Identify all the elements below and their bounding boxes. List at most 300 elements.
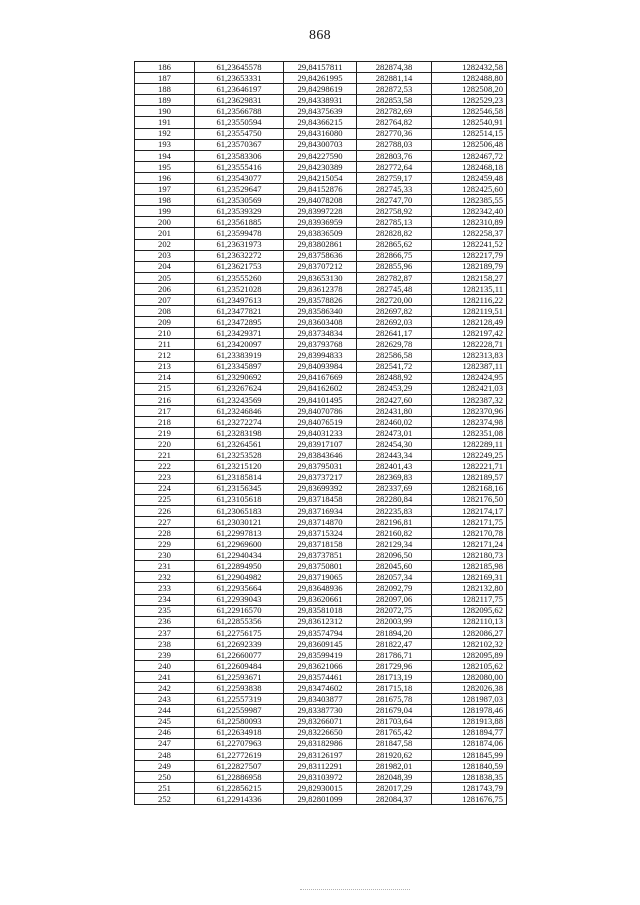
y-coordinate-cell: 1282185,98 xyxy=(432,561,507,572)
table-row xyxy=(135,394,507,405)
table-row xyxy=(135,772,507,783)
longitude-cell: 29,83917107 xyxy=(284,439,357,450)
y-coordinate-cell: 1282189,57 xyxy=(432,472,507,483)
x-coordinate-cell: 281715,18 xyxy=(357,683,432,694)
latitude-cell: 61,22894950 xyxy=(195,561,284,572)
point-number-cell: 211 xyxy=(135,339,195,350)
x-coordinate-cell: 282855,96 xyxy=(357,261,432,272)
y-coordinate-cell: 1282370,96 xyxy=(432,405,507,416)
point-number-cell: 235 xyxy=(135,605,195,616)
point-number-cell: 214 xyxy=(135,372,195,383)
coordinates-table xyxy=(134,61,507,805)
point-number-cell: 202 xyxy=(135,239,195,250)
longitude-cell: 29,83603408 xyxy=(284,317,357,328)
y-coordinate-cell: 1281978,46 xyxy=(432,705,507,716)
point-number-cell: 194 xyxy=(135,150,195,161)
latitude-cell: 61,23529647 xyxy=(195,184,284,195)
table-row xyxy=(135,261,507,272)
x-coordinate-cell: 281982,01 xyxy=(357,760,432,771)
point-number-cell: 188 xyxy=(135,84,195,95)
point-number-cell: 216 xyxy=(135,394,195,405)
table-row xyxy=(135,638,507,649)
y-coordinate-cell: 1282117,75 xyxy=(432,594,507,605)
longitude-cell: 29,83226650 xyxy=(284,727,357,738)
y-coordinate-cell: 1282289,11 xyxy=(432,439,507,450)
y-coordinate-cell: 1282102,32 xyxy=(432,638,507,649)
y-coordinate-cell: 1282506,48 xyxy=(432,139,507,150)
table-row xyxy=(135,494,507,505)
latitude-cell: 61,23629831 xyxy=(195,95,284,106)
x-coordinate-cell: 282097,06 xyxy=(357,594,432,605)
x-coordinate-cell: 281822,47 xyxy=(357,638,432,649)
x-coordinate-cell: 282369,83 xyxy=(357,472,432,483)
latitude-cell: 61,23290692 xyxy=(195,372,284,383)
latitude-cell: 61,23583306 xyxy=(195,150,284,161)
y-coordinate-cell: 1282529,23 xyxy=(432,95,507,106)
x-coordinate-cell: 282782,87 xyxy=(357,272,432,283)
longitude-cell: 29,84157811 xyxy=(284,62,357,73)
longitude-cell: 29,84298619 xyxy=(284,84,357,95)
longitude-cell: 29,84215054 xyxy=(284,172,357,183)
table-row xyxy=(135,161,507,172)
y-coordinate-cell: 1282425,60 xyxy=(432,184,507,195)
x-coordinate-cell: 282697,82 xyxy=(357,306,432,317)
latitude-cell: 61,22660077 xyxy=(195,649,284,660)
latitude-cell: 61,23561885 xyxy=(195,217,284,228)
y-coordinate-cell: 1282086,27 xyxy=(432,627,507,638)
latitude-cell: 61,23253528 xyxy=(195,450,284,461)
longitude-cell: 29,83182986 xyxy=(284,738,357,749)
point-number-cell: 238 xyxy=(135,638,195,649)
longitude-cell: 29,83718158 xyxy=(284,539,357,550)
y-coordinate-cell: 1282169,31 xyxy=(432,572,507,583)
y-coordinate-cell: 1282241,52 xyxy=(432,239,507,250)
point-number-cell: 246 xyxy=(135,727,195,738)
table-row xyxy=(135,228,507,239)
latitude-cell: 61,22593671 xyxy=(195,672,284,683)
table-row xyxy=(135,760,507,771)
point-number-cell: 249 xyxy=(135,760,195,771)
x-coordinate-cell: 281920,62 xyxy=(357,749,432,760)
latitude-cell: 61,23185814 xyxy=(195,472,284,483)
latitude-cell: 61,22935664 xyxy=(195,583,284,594)
y-coordinate-cell: 1282135,11 xyxy=(432,283,507,294)
point-number-cell: 251 xyxy=(135,783,195,794)
x-coordinate-cell: 282096,50 xyxy=(357,550,432,561)
y-coordinate-cell: 1282421,03 xyxy=(432,383,507,394)
y-coordinate-cell: 1282387,32 xyxy=(432,394,507,405)
longitude-cell: 29,84101495 xyxy=(284,394,357,405)
longitude-cell: 29,83719065 xyxy=(284,572,357,583)
y-coordinate-cell: 1282374,98 xyxy=(432,417,507,428)
point-number-cell: 207 xyxy=(135,294,195,305)
latitude-cell: 61,22827507 xyxy=(195,760,284,771)
table-row xyxy=(135,539,507,550)
y-coordinate-cell: 1282351,08 xyxy=(432,428,507,439)
y-coordinate-cell: 1282385,55 xyxy=(432,195,507,206)
table-row xyxy=(135,694,507,705)
table-row xyxy=(135,62,507,73)
latitude-cell: 61,23030121 xyxy=(195,516,284,527)
point-number-cell: 215 xyxy=(135,383,195,394)
x-coordinate-cell: 282782,69 xyxy=(357,106,432,117)
table-row xyxy=(135,339,507,350)
point-number-cell: 195 xyxy=(135,161,195,172)
y-coordinate-cell: 1281913,88 xyxy=(432,716,507,727)
point-number-cell: 227 xyxy=(135,516,195,527)
table-row xyxy=(135,150,507,161)
x-coordinate-cell: 282772,64 xyxy=(357,161,432,172)
y-coordinate-cell: 1282387,11 xyxy=(432,361,507,372)
y-coordinate-cell: 1282459,48 xyxy=(432,172,507,183)
table-row xyxy=(135,383,507,394)
y-coordinate-cell: 1282171,24 xyxy=(432,539,507,550)
latitude-cell: 61,23472895 xyxy=(195,317,284,328)
point-number-cell: 241 xyxy=(135,672,195,683)
latitude-cell: 61,23631973 xyxy=(195,239,284,250)
longitude-cell: 29,83715324 xyxy=(284,527,357,538)
latitude-cell: 61,22692339 xyxy=(195,638,284,649)
y-coordinate-cell: 1282540,91 xyxy=(432,117,507,128)
point-number-cell: 250 xyxy=(135,772,195,783)
point-number-cell: 199 xyxy=(135,206,195,217)
longitude-cell: 29,83574794 xyxy=(284,627,357,638)
x-coordinate-cell: 282129,34 xyxy=(357,539,432,550)
x-coordinate-cell: 282401,43 xyxy=(357,461,432,472)
table-row xyxy=(135,594,507,605)
latitude-cell: 61,23267624 xyxy=(195,383,284,394)
x-coordinate-cell: 282770,36 xyxy=(357,128,432,139)
page-number: 868 xyxy=(309,28,331,43)
longitude-cell: 29,82801099 xyxy=(284,794,357,805)
y-coordinate-cell: 1282128,49 xyxy=(432,317,507,328)
longitude-cell: 29,82930015 xyxy=(284,783,357,794)
latitude-cell: 61,22634918 xyxy=(195,727,284,738)
y-coordinate-cell: 1282258,37 xyxy=(432,228,507,239)
table-row xyxy=(135,294,507,305)
table-row xyxy=(135,672,507,683)
point-number-cell: 186 xyxy=(135,62,195,73)
y-coordinate-cell: 1282217,79 xyxy=(432,250,507,261)
latitude-cell: 61,23570367 xyxy=(195,139,284,150)
table-row xyxy=(135,572,507,583)
point-number-cell: 192 xyxy=(135,128,195,139)
x-coordinate-cell: 281894,20 xyxy=(357,627,432,638)
point-number-cell: 236 xyxy=(135,616,195,627)
latitude-cell: 61,22609484 xyxy=(195,661,284,672)
x-coordinate-cell: 282745,33 xyxy=(357,184,432,195)
x-coordinate-cell: 282280,84 xyxy=(357,494,432,505)
y-coordinate-cell: 1281840,59 xyxy=(432,760,507,771)
point-number-cell: 196 xyxy=(135,172,195,183)
y-coordinate-cell: 1282468,18 xyxy=(432,161,507,172)
point-number-cell: 191 xyxy=(135,117,195,128)
x-coordinate-cell: 282084,37 xyxy=(357,794,432,805)
table-row xyxy=(135,317,507,328)
x-coordinate-cell: 282337,69 xyxy=(357,483,432,494)
longitude-cell: 29,84338931 xyxy=(284,95,357,106)
latitude-cell: 61,23521028 xyxy=(195,283,284,294)
longitude-cell: 29,83997228 xyxy=(284,206,357,217)
y-coordinate-cell: 1282132,80 xyxy=(432,583,507,594)
table-row xyxy=(135,128,507,139)
point-number-cell: 208 xyxy=(135,306,195,317)
x-coordinate-cell: 281786,71 xyxy=(357,649,432,660)
x-coordinate-cell: 282473,01 xyxy=(357,428,432,439)
point-number-cell: 224 xyxy=(135,483,195,494)
table-row xyxy=(135,483,507,494)
table-row xyxy=(135,516,507,527)
longitude-cell: 29,84300703 xyxy=(284,139,357,150)
y-coordinate-cell: 1282174,17 xyxy=(432,505,507,516)
point-number-cell: 226 xyxy=(135,505,195,516)
latitude-cell: 61,23632272 xyxy=(195,250,284,261)
x-coordinate-cell: 282745,48 xyxy=(357,283,432,294)
x-coordinate-cell: 282874,38 xyxy=(357,62,432,73)
table-row xyxy=(135,649,507,660)
table-row xyxy=(135,306,507,317)
y-coordinate-cell: 1282171,75 xyxy=(432,516,507,527)
point-number-cell: 189 xyxy=(135,95,195,106)
y-coordinate-cell: 1282310,89 xyxy=(432,217,507,228)
x-coordinate-cell: 282453,29 xyxy=(357,383,432,394)
x-coordinate-cell: 282641,17 xyxy=(357,328,432,339)
longitude-cell: 29,84167669 xyxy=(284,372,357,383)
y-coordinate-cell: 1281676,75 xyxy=(432,794,507,805)
longitude-cell: 29,83112291 xyxy=(284,760,357,771)
latitude-cell: 61,22969600 xyxy=(195,539,284,550)
table-row xyxy=(135,661,507,672)
x-coordinate-cell: 282460,02 xyxy=(357,417,432,428)
table-row xyxy=(135,527,507,538)
table-row xyxy=(135,172,507,183)
point-number-cell: 193 xyxy=(135,139,195,150)
longitude-cell: 29,83718458 xyxy=(284,494,357,505)
longitude-cell: 29,83802861 xyxy=(284,239,357,250)
x-coordinate-cell: 282586,58 xyxy=(357,350,432,361)
x-coordinate-cell: 282720,00 xyxy=(357,294,432,305)
x-coordinate-cell: 282828,82 xyxy=(357,228,432,239)
y-coordinate-cell: 1282026,38 xyxy=(432,683,507,694)
table-row xyxy=(135,450,507,461)
longitude-cell: 29,83737851 xyxy=(284,550,357,561)
latitude-cell: 61,23246846 xyxy=(195,405,284,416)
y-coordinate-cell: 1281894,77 xyxy=(432,727,507,738)
longitude-cell: 29,84093984 xyxy=(284,361,357,372)
point-number-cell: 209 xyxy=(135,317,195,328)
latitude-cell: 61,23555416 xyxy=(195,161,284,172)
longitude-cell: 29,83599419 xyxy=(284,649,357,660)
x-coordinate-cell: 282072,75 xyxy=(357,605,432,616)
longitude-cell: 29,83737217 xyxy=(284,472,357,483)
y-coordinate-cell: 1282546,58 xyxy=(432,106,507,117)
point-number-cell: 190 xyxy=(135,106,195,117)
longitude-cell: 29,83750801 xyxy=(284,561,357,572)
point-number-cell: 245 xyxy=(135,716,195,727)
y-coordinate-cell: 1282342,40 xyxy=(432,206,507,217)
y-coordinate-cell: 1282110,13 xyxy=(432,616,507,627)
y-coordinate-cell: 1282424,95 xyxy=(432,372,507,383)
latitude-cell: 61,23554750 xyxy=(195,128,284,139)
x-coordinate-cell: 281765,42 xyxy=(357,727,432,738)
x-coordinate-cell: 282003,99 xyxy=(357,616,432,627)
x-coordinate-cell: 282057,34 xyxy=(357,572,432,583)
latitude-cell: 61,22886958 xyxy=(195,772,284,783)
point-number-cell: 228 xyxy=(135,527,195,538)
table-row xyxy=(135,561,507,572)
y-coordinate-cell: 1281743,79 xyxy=(432,783,507,794)
longitude-cell: 29,83266071 xyxy=(284,716,357,727)
x-coordinate-cell: 282853,58 xyxy=(357,95,432,106)
latitude-cell: 61,23243569 xyxy=(195,394,284,405)
longitude-cell: 29,83103972 xyxy=(284,772,357,783)
x-coordinate-cell: 281679,04 xyxy=(357,705,432,716)
x-coordinate-cell: 282692,03 xyxy=(357,317,432,328)
table-row xyxy=(135,550,507,561)
point-number-cell: 244 xyxy=(135,705,195,716)
latitude-cell: 61,22707963 xyxy=(195,738,284,749)
point-number-cell: 206 xyxy=(135,283,195,294)
latitude-cell: 61,23420097 xyxy=(195,339,284,350)
point-number-cell: 219 xyxy=(135,428,195,439)
table-row xyxy=(135,738,507,749)
table-row xyxy=(135,716,507,727)
longitude-cell: 29,83578826 xyxy=(284,294,357,305)
x-coordinate-cell: 282758,92 xyxy=(357,206,432,217)
longitude-cell: 29,83621066 xyxy=(284,661,357,672)
point-number-cell: 248 xyxy=(135,749,195,760)
table-row xyxy=(135,783,507,794)
latitude-cell: 61,22856215 xyxy=(195,783,284,794)
x-coordinate-cell: 282196,81 xyxy=(357,516,432,527)
latitude-cell: 61,23530569 xyxy=(195,195,284,206)
latitude-cell: 61,22593838 xyxy=(195,683,284,694)
point-number-cell: 229 xyxy=(135,539,195,550)
y-coordinate-cell: 1282432,58 xyxy=(432,62,507,73)
longitude-cell: 29,83793768 xyxy=(284,339,357,350)
point-number-cell: 240 xyxy=(135,661,195,672)
latitude-cell: 61,23646197 xyxy=(195,84,284,95)
y-coordinate-cell: 1282197,42 xyxy=(432,328,507,339)
longitude-cell: 29,83403877 xyxy=(284,694,357,705)
point-number-cell: 242 xyxy=(135,683,195,694)
longitude-cell: 29,83648936 xyxy=(284,583,357,594)
table-row xyxy=(135,749,507,760)
point-number-cell: 234 xyxy=(135,594,195,605)
latitude-cell: 61,22772619 xyxy=(195,749,284,760)
table-row xyxy=(135,84,507,95)
longitude-cell: 29,83653130 xyxy=(284,272,357,283)
longitude-cell: 29,84070786 xyxy=(284,405,357,416)
point-number-cell: 239 xyxy=(135,649,195,660)
x-coordinate-cell: 282454,30 xyxy=(357,439,432,450)
longitude-cell: 29,84227590 xyxy=(284,150,357,161)
latitude-cell: 61,22914336 xyxy=(195,794,284,805)
longitude-cell: 29,83994833 xyxy=(284,350,357,361)
longitude-cell: 29,84230389 xyxy=(284,161,357,172)
y-coordinate-cell: 1282119,51 xyxy=(432,306,507,317)
y-coordinate-cell: 1282168,16 xyxy=(432,483,507,494)
x-coordinate-cell: 282872,53 xyxy=(357,84,432,95)
latitude-cell: 61,23543077 xyxy=(195,172,284,183)
point-number-cell: 232 xyxy=(135,572,195,583)
longitude-cell: 29,84375639 xyxy=(284,106,357,117)
y-coordinate-cell: 1282508,20 xyxy=(432,84,507,95)
x-coordinate-cell: 282629,78 xyxy=(357,339,432,350)
point-number-cell: 252 xyxy=(135,794,195,805)
table-row xyxy=(135,417,507,428)
longitude-cell: 29,83714870 xyxy=(284,516,357,527)
y-coordinate-cell: 1282116,22 xyxy=(432,294,507,305)
table-row xyxy=(135,683,507,694)
latitude-cell: 61,23555260 xyxy=(195,272,284,283)
x-coordinate-cell: 281713,19 xyxy=(357,672,432,683)
latitude-cell: 61,22557319 xyxy=(195,694,284,705)
longitude-cell: 29,83612378 xyxy=(284,283,357,294)
latitude-cell: 61,22756175 xyxy=(195,627,284,638)
x-coordinate-cell: 282803,76 xyxy=(357,150,432,161)
table-row xyxy=(135,73,507,84)
x-coordinate-cell: 282017,29 xyxy=(357,783,432,794)
longitude-cell: 29,83612312 xyxy=(284,616,357,627)
latitude-cell: 61,22904982 xyxy=(195,572,284,583)
point-number-cell: 197 xyxy=(135,184,195,195)
point-number-cell: 210 xyxy=(135,328,195,339)
x-coordinate-cell: 282788,03 xyxy=(357,139,432,150)
longitude-cell: 29,83699392 xyxy=(284,483,357,494)
x-coordinate-cell: 281729,96 xyxy=(357,661,432,672)
x-coordinate-cell: 282045,60 xyxy=(357,561,432,572)
table-row xyxy=(135,350,507,361)
x-coordinate-cell: 282048,39 xyxy=(357,772,432,783)
table-row xyxy=(135,95,507,106)
y-coordinate-cell: 1282180,73 xyxy=(432,550,507,561)
longitude-cell: 29,83795031 xyxy=(284,461,357,472)
y-coordinate-cell: 1281838,35 xyxy=(432,772,507,783)
x-coordinate-cell: 282785,13 xyxy=(357,217,432,228)
table-row xyxy=(135,605,507,616)
point-number-cell: 243 xyxy=(135,694,195,705)
point-number-cell: 198 xyxy=(135,195,195,206)
y-coordinate-cell: 1282189,79 xyxy=(432,261,507,272)
table-row xyxy=(135,117,507,128)
x-coordinate-cell: 282235,83 xyxy=(357,505,432,516)
y-coordinate-cell: 1282158,27 xyxy=(432,272,507,283)
point-number-cell: 201 xyxy=(135,228,195,239)
y-coordinate-cell: 1282095,89 xyxy=(432,649,507,660)
y-coordinate-cell: 1282176,50 xyxy=(432,494,507,505)
longitude-cell: 29,83574461 xyxy=(284,672,357,683)
y-coordinate-cell: 1281987,03 xyxy=(432,694,507,705)
longitude-cell: 29,83734834 xyxy=(284,328,357,339)
latitude-cell: 61,23477821 xyxy=(195,306,284,317)
point-number-cell: 225 xyxy=(135,494,195,505)
point-number-cell: 213 xyxy=(135,361,195,372)
longitude-cell: 29,83474602 xyxy=(284,683,357,694)
table-row xyxy=(135,705,507,716)
longitude-cell: 29,83126197 xyxy=(284,749,357,760)
point-number-cell: 200 xyxy=(135,217,195,228)
y-coordinate-cell: 1281874,06 xyxy=(432,738,507,749)
x-coordinate-cell: 282747,70 xyxy=(357,195,432,206)
y-coordinate-cell: 1282105,62 xyxy=(432,661,507,672)
y-coordinate-cell: 1282095,62 xyxy=(432,605,507,616)
latitude-cell: 61,23550594 xyxy=(195,117,284,128)
point-number-cell: 205 xyxy=(135,272,195,283)
table-row xyxy=(135,583,507,594)
table-row xyxy=(135,428,507,439)
x-coordinate-cell: 282488,92 xyxy=(357,372,432,383)
